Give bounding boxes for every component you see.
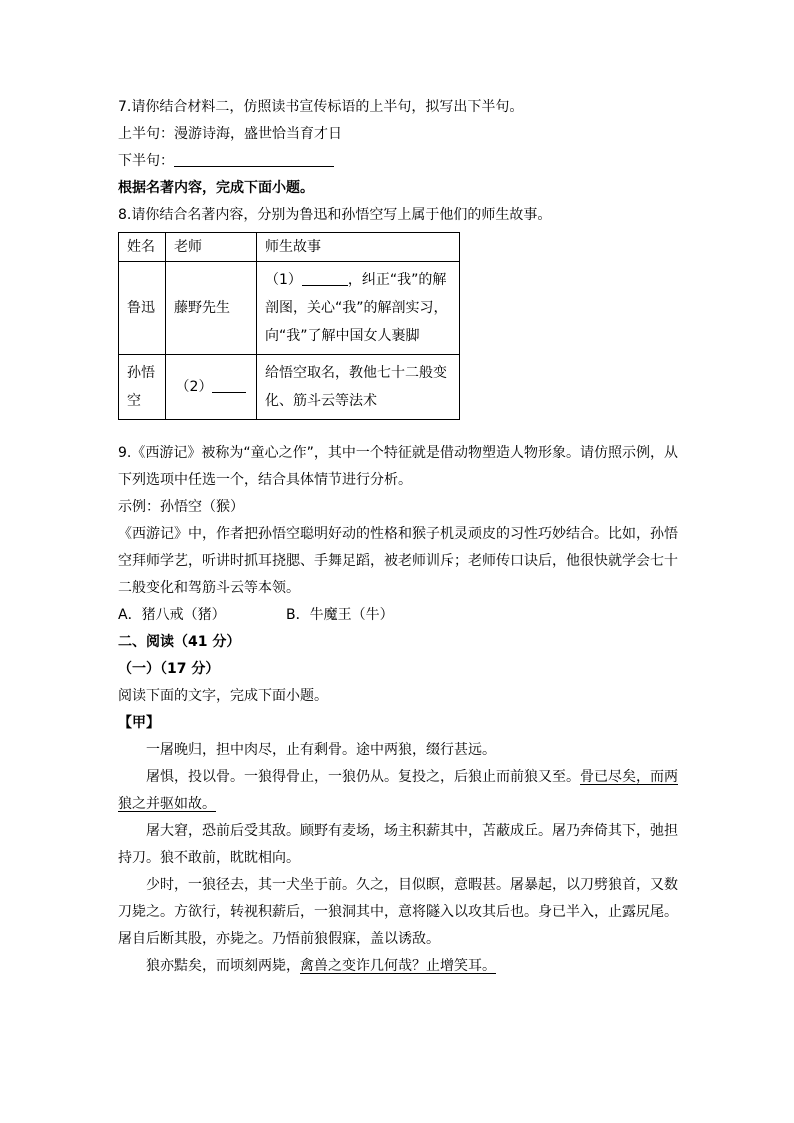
q7-lower-line (118, 148, 678, 175)
teacher-student-table (118, 232, 460, 420)
q8-prompt: 8.请你结合名著内容，分别为鲁迅和孙悟空写上属于他们的师生故事。 (118, 207, 552, 223)
reading-sub-title: （一）（17 分） (118, 661, 220, 677)
option-a[interactable]: A．猪八戒（猪） (118, 607, 226, 623)
story-1-number: （1） (265, 272, 302, 288)
q7-upper-text: 漫游诗海，盛世恰当育才日 (174, 126, 342, 142)
passage-paragraph-5 (118, 953, 678, 980)
q9-options (118, 602, 678, 629)
reading-section-title: 二、阅读（41 分） (118, 634, 241, 650)
q7-answer-blank[interactable] (174, 152, 334, 167)
table-header-row (119, 233, 460, 262)
teacher-2-blank[interactable] (212, 378, 246, 393)
passage-jia-label: 【甲】 (118, 715, 160, 731)
cell-teacher-luxun: 藤野先生 (166, 262, 257, 355)
q9-example-text: 《西游记》中，作者把孙悟空聪明好动的性格和猴子机灵顽皮的习性巧妙结合。比如，孙悟空拜师学艺，听讲时抓耳挠腮、手舞足蹈，被老师训斥；老师传口诀后，他很快就学会七十二般变化和驾筋斗云等本领。 (118, 526, 678, 596)
paragraph-2-text: 屠惧，投以骨。一狼得骨止，一狼仍从。复投之，后狼止而前狼又至。 (146, 769, 580, 785)
cell-story-luxun (257, 262, 460, 355)
passage-paragraph-3: 屠大窘，恐前后受其敌。顾野有麦场，场主积薪其中，苫蔽成丘。屠乃奔倚其下，弛担持刀。狼不敢前，眈眈相向。 (118, 823, 678, 866)
passage-paragraph-1: 一屠晚归，担中肉尽，止有剩骨。途中两狼，缀行甚远。 (146, 742, 496, 758)
passage-paragraph-2 (118, 764, 678, 818)
paragraph-2-underlined: 骨已尽矣，而两狼之并驱如故。 (118, 769, 678, 812)
table-row (119, 355, 460, 420)
option-b[interactable]: B．牛魔王（牛） (286, 607, 394, 623)
q7-lower-label: 下半句： (118, 153, 174, 169)
table-row (119, 262, 460, 355)
q9-example-label: 示例：孙悟空（猴） (118, 499, 244, 515)
q7-upper-label: 上半句： (118, 126, 174, 142)
teacher-2-number: （2） (175, 379, 213, 395)
cell-story-sunwukong: 给悟空取名，教他七十二般变化、筋斗云等法术 (257, 355, 460, 420)
cell-name-luxun: 鲁迅 (119, 262, 166, 355)
header-teacher: 老师 (166, 233, 257, 262)
q9-prompt: 9.《西游记》被称为“童心之作”，其中一个特征就是借动物塑造人物形象。请仿照示例，从下列选项中任选一个，结合具体情节进行分析。 (118, 445, 678, 488)
paragraph-5-underlined: 禽兽之变诈几何哉？止增笑耳。 (300, 958, 496, 974)
reading-instruction: 阅读下面的文字，完成下面小题。 (118, 688, 328, 704)
header-story: 师生故事 (257, 233, 460, 262)
cell-name-sunwukong: 孙悟空 (119, 355, 166, 420)
document-page (118, 94, 678, 980)
story-1-blank[interactable] (302, 271, 348, 286)
story-1-text: ，纠正“我”的解剖图，关心“我”的解剖实习，向“我”了解中国女人裹脚 (265, 272, 448, 344)
section-note: 根据名著内容，完成下面小题。 (118, 180, 314, 196)
cell-teacher-sunwukong (166, 355, 257, 420)
header-name: 姓名 (119, 233, 166, 262)
q7-upper-line (118, 121, 678, 148)
passage-paragraph-4: 少时，一狼径去，其一犬坐于前。久之，目似瞑，意暇甚。屠暴起，以刀劈狼首，又数刀毙之。方欲行，转视积薪后，一狼洞其中，意将隧入以攻其后也。身已半入，止露尻尾。屠自后断其股，亦毙之。乃悟前狼假寐，盖以诱敌。 (118, 877, 678, 947)
paragraph-5-text: 狼亦黠矣，而顷刻两毙， (146, 958, 300, 974)
q7-prompt: 7.请你结合材料二，仿照读书宣传标语的上半句，拟写出下半句。 (118, 99, 524, 115)
